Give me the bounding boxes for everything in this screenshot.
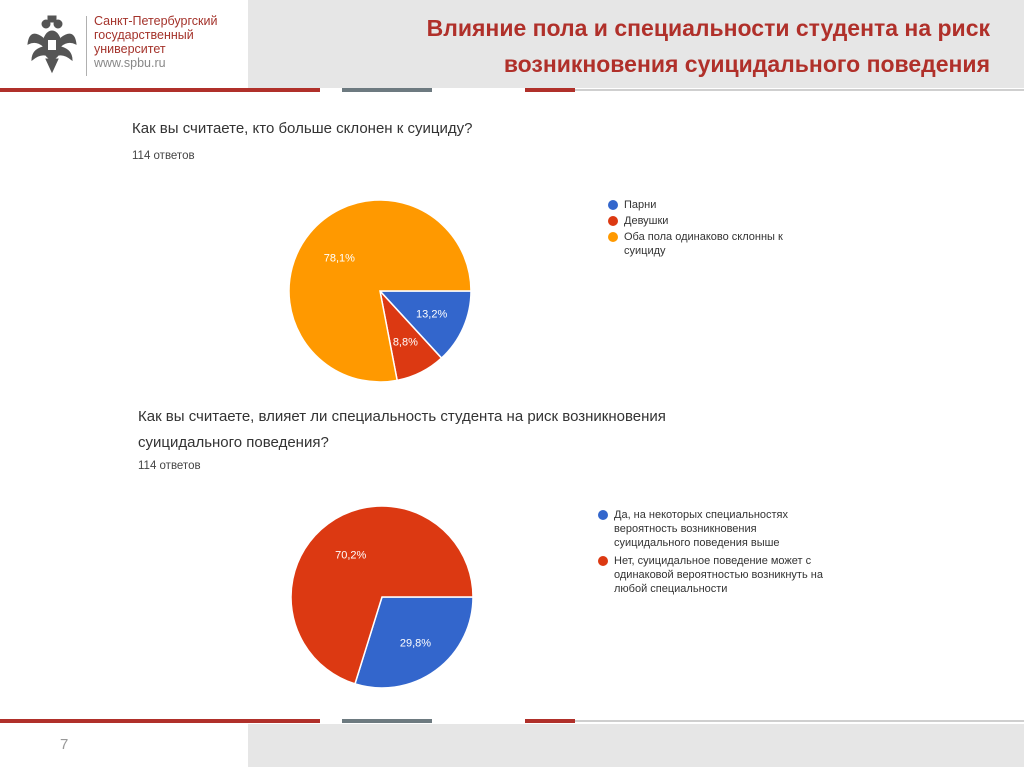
top-stripe-red-2: [525, 88, 575, 92]
eagle-emblem-icon: [26, 14, 78, 76]
chart1-response-count: 114 ответов: [132, 150, 195, 162]
bottom-stripe-light: [575, 720, 1024, 722]
chart2-question: [138, 404, 758, 456]
top-stripe-light: [575, 89, 1024, 91]
chart2-slice-label-1: 70,2%: [335, 549, 367, 562]
chart2-legend: [598, 508, 838, 598]
chart2-response-count: 114 ответов: [138, 460, 201, 472]
legend-dot-icon: [598, 510, 608, 520]
university-logo[interactable]: [20, 10, 240, 82]
chart1-slice-label-1: 8,8%: [392, 336, 418, 349]
page-number: 7: [60, 736, 69, 753]
bottom-stripe-red-2: [525, 719, 575, 723]
legend-dot-icon: [598, 556, 608, 566]
logo-line-2: государственный: [94, 28, 194, 42]
chart2-question-line-2: суицидального поведения?: [138, 434, 329, 451]
chart1-pie: [280, 191, 480, 391]
bottom-stripe-gray: [342, 719, 432, 723]
logo-line-3: университет: [94, 42, 166, 56]
chart2-legend-label-0: Да, на некоторых специальностях вероятность возникновения суицидального поведения выше: [614, 509, 789, 549]
legend-dot-icon: [608, 216, 618, 226]
chart1-legend-item-both[interactable]: [608, 230, 814, 258]
chart1-legend-label-0: Парни: [624, 199, 657, 211]
chart2-legend-item-yes[interactable]: [598, 508, 819, 550]
chart1-legend-label-2: Оба пола одинаково склонны к суициду: [624, 231, 783, 257]
chart2-legend-item-no[interactable]: [598, 554, 844, 596]
legend-dot-icon: [608, 200, 618, 210]
chart1-question: Как вы считаете, кто больше склонен к суициду?: [132, 120, 473, 137]
chart2-legend-label-1: Нет, суицидальное поведение может с одинаковой вероятностью возникнуть на любой специальности: [614, 555, 823, 595]
logo-line-1: Санкт-Петербургский: [94, 14, 218, 28]
chart1-legend-item-girls[interactable]: [608, 214, 818, 228]
logo-url[interactable]: www.spbu.ru: [94, 56, 166, 70]
top-stripe-gray: [342, 88, 432, 92]
legend-dot-icon: [608, 232, 618, 242]
footer-band: [248, 724, 1024, 767]
slide-title-line-2: возникновения суицидального поведения: [503, 51, 990, 77]
chart1-legend-item-boys[interactable]: [608, 198, 818, 212]
chart1-legend-label-1: Девушки: [624, 215, 669, 227]
chart1-legend: [608, 198, 818, 260]
slide-title-line-1: Влияние пола и специальности студента на риск: [426, 15, 990, 41]
chart2-question-line-1: Как вы считаете, влияет ли специальность студента на риск возникновения: [138, 408, 666, 425]
chart2-slice-label-0: 29,8%: [399, 637, 432, 650]
logo-divider: [86, 16, 87, 76]
bottom-stripe-red-1: [0, 719, 320, 723]
chart1-slice-label-2: 78,1%: [323, 252, 355, 265]
top-stripe-red-1: [0, 88, 320, 92]
chart2-pie: [282, 497, 482, 697]
chart1-slice-label-0: 13,2%: [416, 308, 448, 321]
logo-text: [94, 14, 244, 70]
slide-title: [270, 10, 990, 82]
